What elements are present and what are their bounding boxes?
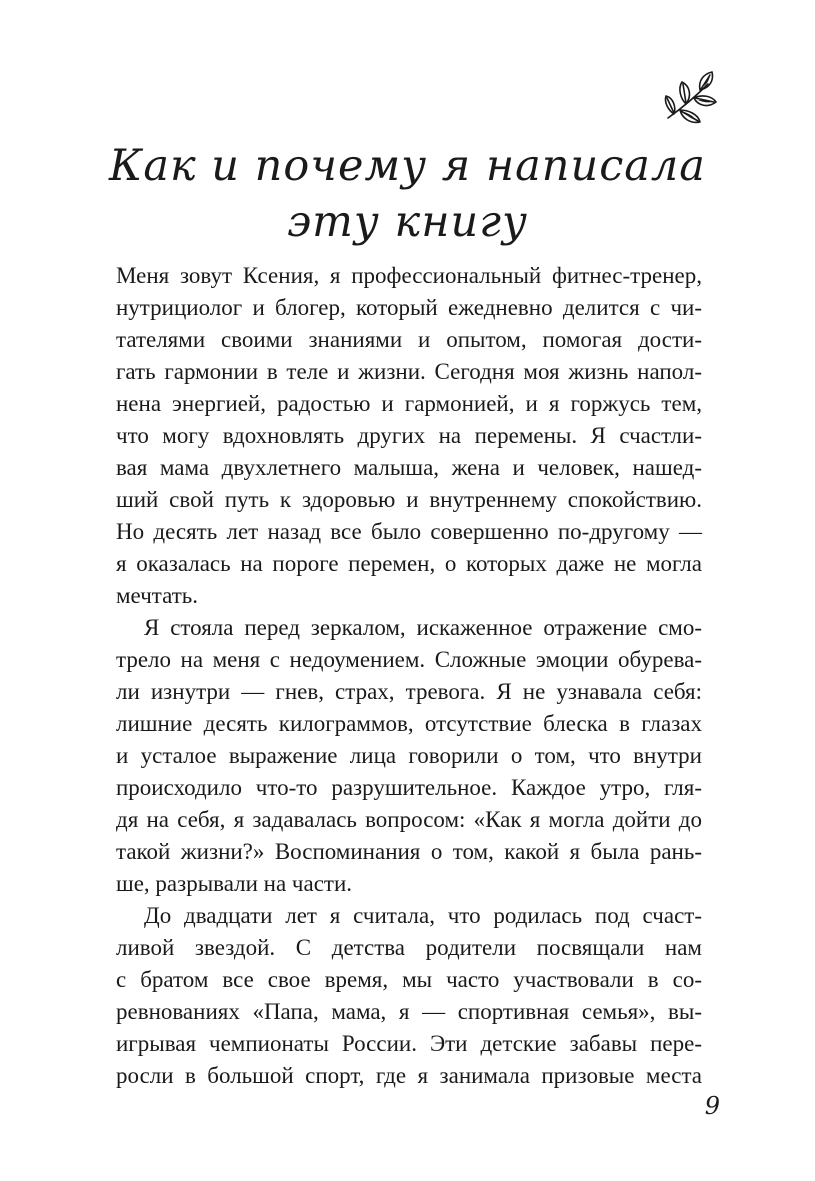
text-line: росли в большой спорт, где я занимала призовые места bbox=[116, 1063, 702, 1088]
text-line: происходило что-то разрушительное. Каждое утро, гля- bbox=[116, 775, 702, 800]
text-line: гать гармонии в теле и жизни. Сегодня моя жизнь напол- bbox=[116, 359, 702, 384]
text-line: игрывая чемпионаты России. Эти детские забавы пере- bbox=[116, 1031, 702, 1056]
text-line: Меня зовут Ксения, я профессиональный фитнес-тренер, bbox=[116, 263, 702, 288]
text-line: что могу вдохновлять других на перемены. Я счастли- bbox=[116, 423, 702, 448]
text-line: и усталое выражение лица говорили о том, что внутри bbox=[116, 743, 702, 768]
text-line: лишние десять килограммов, отсутствие блеска в глазах bbox=[116, 711, 702, 736]
chapter-title bbox=[60, 138, 755, 250]
text-line: ший свой путь к здоровью и внутреннему спокойствию. bbox=[116, 487, 702, 512]
chapter-title-line-2: эту книгу bbox=[287, 197, 528, 247]
text-line: ше, разрывали на части. bbox=[116, 871, 353, 896]
text-line: мечтать. bbox=[116, 583, 198, 608]
text-line: нутрициолог и блогер, который ежедневно делится с чи- bbox=[116, 295, 702, 320]
text-line: Я стояла перед зеркалом, искаженное отражение смо- bbox=[144, 615, 702, 640]
leaf-sprig-icon bbox=[660, 70, 720, 130]
text-line: До двадцати лет я считала, что родилась под счаст- bbox=[144, 903, 702, 928]
text-line: ливой звездой. С детства родители посвящали нам bbox=[116, 935, 702, 960]
text-line: вая мама двухлетнего малыша, жена и человек, нашед- bbox=[116, 455, 702, 480]
text-line: ревнованиях «Папа, мама, я — спортивная семья», вы- bbox=[116, 999, 702, 1024]
text-line: тателями своими знаниями и опытом, помогая дости- bbox=[116, 327, 702, 352]
text-line: трело на меня с недоумением. Сложные эмоции обурева- bbox=[116, 647, 702, 672]
text-line: ли изнутри — гнев, страх, тревога. Я не узнавала себя: bbox=[116, 679, 702, 704]
page-number: 9 bbox=[704, 1092, 720, 1120]
text-line: с братом все свое время, мы часто участвовали в со- bbox=[116, 967, 702, 992]
text-line: такой жизни?» Воспоминания о том, какой я была рань- bbox=[116, 839, 702, 864]
chapter-title-line-1: Как и почему я написала bbox=[109, 141, 706, 191]
text-line: дя на себя, я задавалась вопросом: «Как я могла дойти до bbox=[116, 807, 702, 832]
body-text bbox=[116, 260, 702, 1092]
text-line: Но десять лет назад все было совершенно по-другому — bbox=[116, 519, 702, 544]
text-line: нена энергией, радостью и гармонией, и я горжусь тем, bbox=[116, 391, 702, 416]
text-line: я оказалась на пороге перемен, о которых даже не могла bbox=[116, 551, 702, 576]
